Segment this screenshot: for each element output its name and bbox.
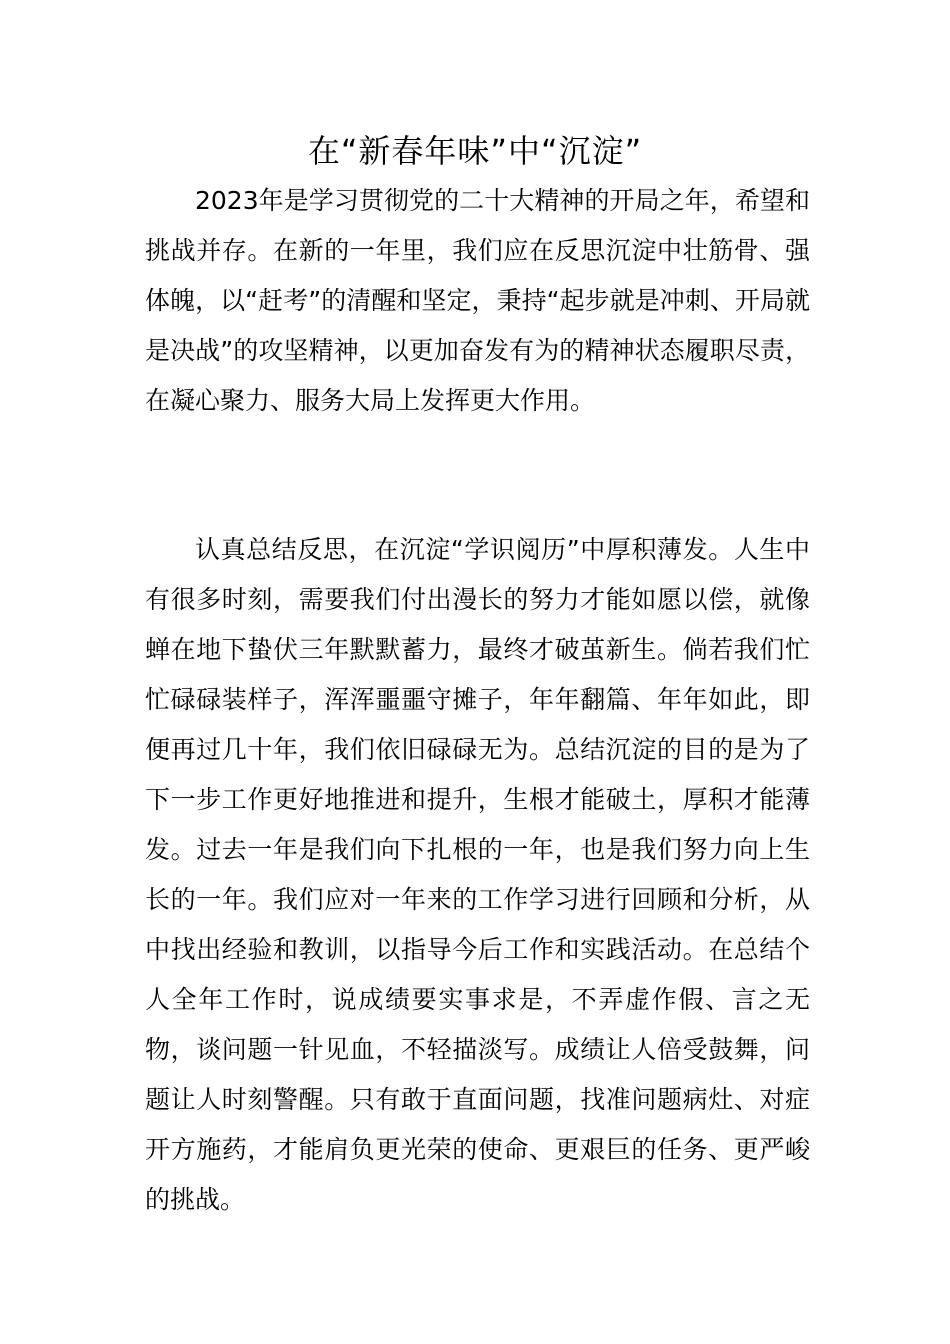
body-paragraph: 认真总结反思，在沉淀“学识阅历”中厚积薄发。人生中有很多时刻，需要我们付出漫长的努力才能如愿以偿，就像蝉在地下蛰伏三年默默蓄力，最终才破茧新生。倘若我们忙忙碌碌装样子，浑浑噩噩守摊子，年年翻篇、年年如此，即便再过几十年，我们依旧碌碌无为。总结沉淀的目的是为了下一步工作更好地推进和提升，生根才能破土，厚积才能薄发。过去一年是我们向下扎根的一年，也是我们努力向上生长的一年。我们应对一年来的工作学习进行回顾和分析，从中找出经验和教训，以指导今后工作和实践活动。在总结个人全年工作时，说成绩要实事求是，不弄虚作假、言之无物，谈问题一针见血，不轻描淡写。成绩让人倍受鼓舞，问题让人时刻警醒。只有敢于直面问题，找准问题病灶、对症开方施药，才能肩负更光荣的使命、更艰巨的任务、更严峻的挑战。 (145, 535, 810, 1214)
body-paragraph: 2023年是学习贯彻党的二十大精神的开局之年，希望和挑战并存。在新的一年里，我们应在反思沉淀中壮筋骨、强体魄，以“赶考”的清醒和坚定，秉持“起步就是冲刺、开局就是决战”的攻坚精神，以更加奋发有为的精神状态履职尽责，在凝心聚力、服务大局上发挥更大作用。 (145, 186, 810, 415)
document-title: 在“新春年味”中“沉淀” (307, 132, 643, 170)
